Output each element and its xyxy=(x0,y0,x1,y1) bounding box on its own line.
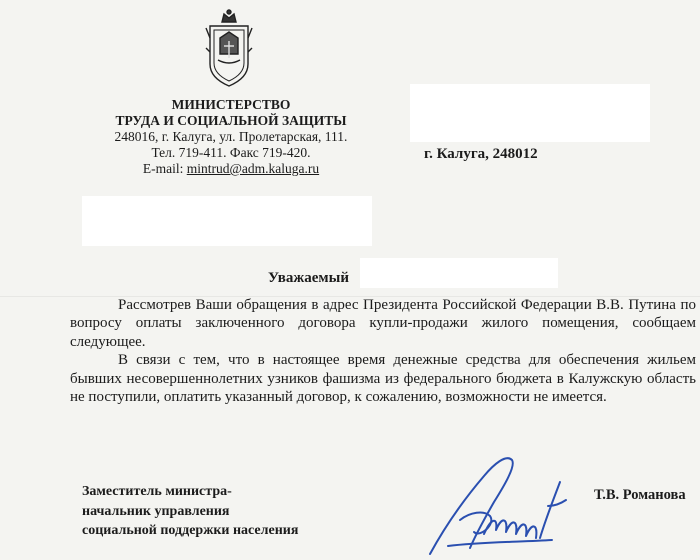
email-label: E-mail: xyxy=(142,161,187,176)
redacted-recipient-address xyxy=(410,84,650,142)
ministry-address: 248016, г. Калуга, ул. Пролетарская, 111. xyxy=(114,129,348,144)
handwritten-signature xyxy=(420,446,580,560)
ministry-name-line2: ТРУДА И СОЦИАЛЬНОЙ ЗАЩИТЫ xyxy=(115,113,347,128)
redacted-recipient-name xyxy=(82,196,372,246)
coat-of-arms-emblem xyxy=(204,8,254,90)
ministry-name-line1: МИНИСТЕРСТВО xyxy=(171,97,291,112)
signatory-title-line2: начальник управления xyxy=(82,503,230,519)
ministry-header xyxy=(96,97,366,177)
signatory-name: Т.В. Романова xyxy=(594,487,686,503)
ministry-email-line xyxy=(96,161,366,177)
ministry-phone: Тел. 719-411. Факс 719-420. xyxy=(151,145,311,160)
redacted-greeting-name xyxy=(360,258,558,288)
body-paragraph-1: Рассмотрев Ваши обращения в адрес Президента Российской Федерации В.В. Путина по вопросу оплаты заключенного договора купли-продажи жилого помещения, сообщаем следующее. xyxy=(70,297,696,350)
greeting: Уважаемый xyxy=(268,270,349,286)
body-paragraph-2: В связи с тем, что в настоящее время денежные средства для обеспечения жильем бывших несовершеннолетних узников фашизма из федерального бюджета в Калужскую область не поступили, оплатить указанный договор, к сожалению, возможности не имеется. xyxy=(70,352,696,406)
signatory-title-line3: социальной поддержки населения xyxy=(82,523,299,538)
email-link[interactable]: mintrud@adm.kaluga.ru xyxy=(186,161,320,176)
letter-body xyxy=(70,296,696,406)
signatory-title xyxy=(82,482,298,541)
signatory-title-line1: Заместитель министра- xyxy=(82,484,232,499)
recipient-city: г. Калуга, 248012 xyxy=(424,146,538,162)
